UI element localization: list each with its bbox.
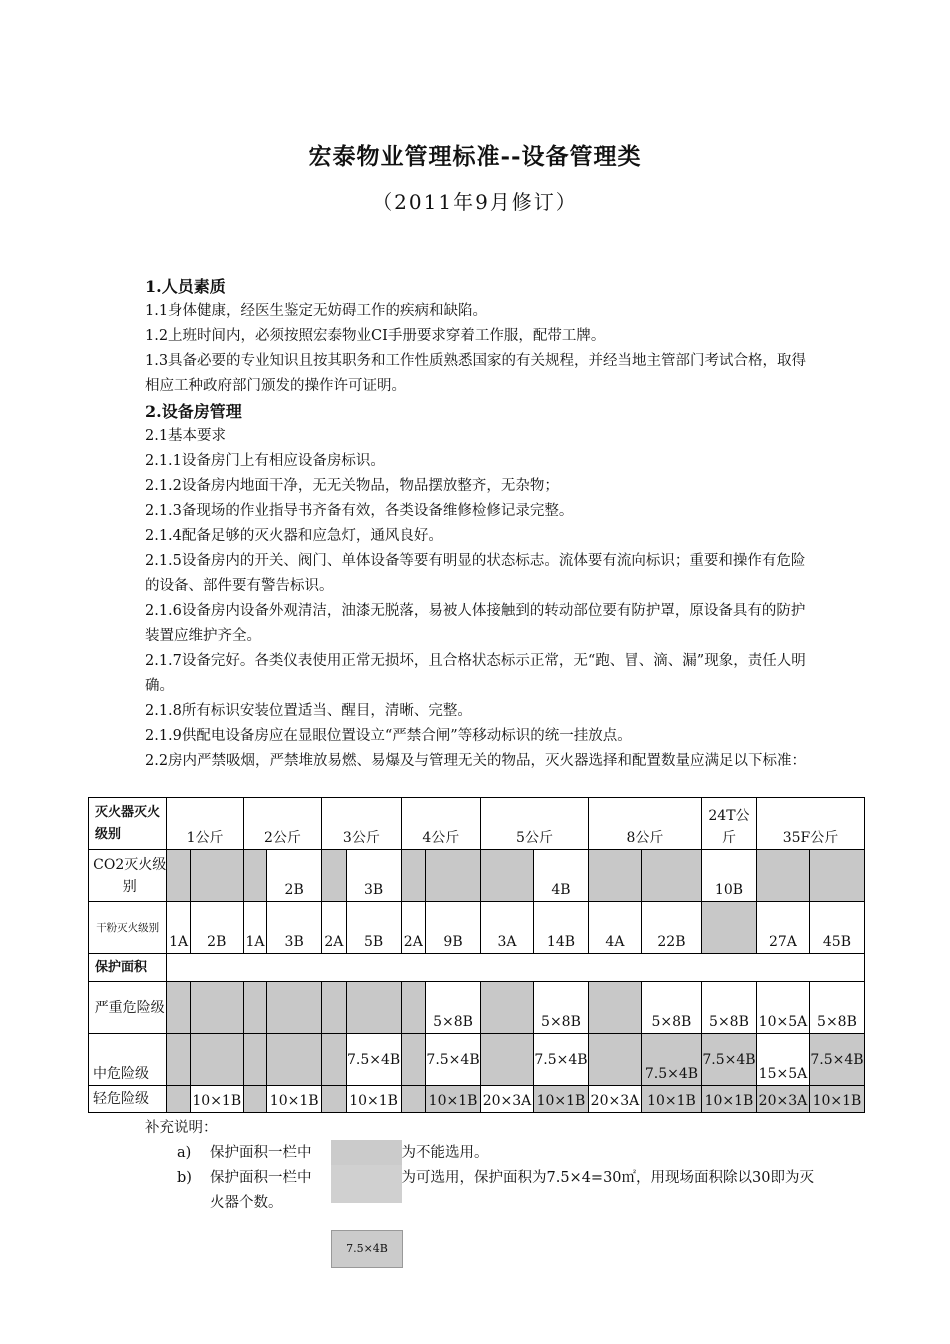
- light-label: 轻危险级: [89, 1086, 167, 1113]
- table-cell: 10×1B: [641, 1086, 701, 1113]
- clause-2-1-8: 2.1.8所有标识安装位置适当、醒目，清晰、完整。: [145, 703, 472, 719]
- table-cell: 5×8B: [701, 982, 756, 1034]
- weight-cell: 8公斤: [588, 798, 701, 850]
- co2-row: [89, 850, 865, 902]
- note-a: [145, 1141, 825, 1166]
- section-1-heading: 1.人员素质: [145, 277, 226, 296]
- table-cell: 2B: [190, 902, 243, 954]
- table-cell: [167, 850, 190, 902]
- clause-2-1-4: 2.1.4配备足够的灭火器和应急灯，通风良好。: [145, 528, 443, 544]
- clause-2-1-2: 2.1.2设备房内地面干净，无无关物品，物品摆放整齐，无杂物；: [145, 478, 559, 494]
- clause-2-1-9: 2.1.9供配电设备房应在显眼位置设立“严禁合闸”等移动标识的统一挂放点。: [145, 728, 632, 744]
- powder-row: [89, 902, 865, 954]
- table-cell: 7.5×4B: [346, 1034, 401, 1086]
- section-2-heading: 2.设备房管理: [145, 402, 242, 421]
- weight-cell: 5公斤: [481, 798, 589, 850]
- note-b-marker: b): [177, 1170, 192, 1186]
- table-cell: 15×5A: [756, 1034, 809, 1086]
- table-cell: 3B: [346, 850, 401, 902]
- document-subtitle: （2011年9月修订）: [372, 190, 578, 214]
- table-cell: 10×1B: [426, 1086, 481, 1113]
- clause-2-1-6: 2.1.6设备房内设备外观清洁，油漆无脱落，易被人体接触到的转动部位要有防护罩，原设备具有的防护装置应维护齐全。: [145, 603, 806, 644]
- note-b: [145, 1166, 825, 1216]
- table-cell: [809, 850, 864, 902]
- table-cell: 2A: [401, 902, 425, 954]
- table-cell: [322, 850, 346, 902]
- table-cell: 14B: [533, 902, 588, 954]
- table-cell: [190, 850, 243, 902]
- document-body: [145, 274, 810, 774]
- powder-label: 干粉灭火级别: [89, 902, 167, 954]
- table-cell: 5×8B: [809, 982, 864, 1034]
- weight-cell: 2公斤: [243, 798, 321, 850]
- table-cell: 5×8B: [641, 982, 701, 1034]
- table-cell: [481, 1034, 534, 1086]
- weight-cell: 35F公斤: [756, 798, 864, 850]
- extinguisher-table: [88, 797, 865, 1113]
- table-cell: [401, 982, 425, 1034]
- table-cell: 4B: [533, 850, 588, 902]
- table-cell: 10×1B: [346, 1086, 401, 1113]
- table-cell: 10×1B: [701, 1086, 756, 1113]
- table-cell: 27A: [756, 902, 809, 954]
- table-cell: 5×8B: [426, 982, 481, 1034]
- table-cell: 5×8B: [533, 982, 588, 1034]
- table-cell: 10×1B: [267, 1086, 322, 1113]
- table-cell: [481, 982, 534, 1034]
- table-cell: 7.5×4B: [426, 1034, 481, 1086]
- clause-2-1-7: 2.1.7设备完好。各类仪表使用正常无损坏，且合格状态标示正常，无“跑、冒、滴、漏”现象，责任人明确。: [145, 653, 806, 694]
- table-cell: 10B: [701, 850, 756, 902]
- clause-1-2: 1.2上班时间内，必须按照宏泰物业CI手册要求穿着工作服，配带工牌。: [145, 328, 606, 344]
- table-cell: 2B: [267, 850, 322, 902]
- table-cell: [401, 1086, 425, 1113]
- medium-row: [89, 1034, 865, 1086]
- table-cell: [190, 982, 243, 1034]
- clause-2-1: 2.1基本要求: [145, 428, 227, 444]
- area-spacer: [167, 954, 865, 982]
- table-cell: [426, 850, 481, 902]
- table-cell: 22B: [641, 902, 701, 954]
- light-row: [89, 1086, 865, 1113]
- table-cell: 7.5×4B: [701, 1034, 756, 1086]
- clause-1-1: 1.1身体健康，经医生鉴定无妨碍工作的疾病和缺陷。: [145, 303, 488, 319]
- table-cell: [243, 982, 266, 1034]
- weight-cell: 3公斤: [322, 798, 401, 850]
- table-cell: [401, 850, 425, 902]
- table-cell: 1A: [167, 902, 190, 954]
- table-cell: 20×3A: [588, 1086, 641, 1113]
- area-label: 保护面积: [89, 954, 167, 982]
- table-cell: [322, 982, 346, 1034]
- note-b-pre: 保护面积一栏中: [210, 1170, 312, 1186]
- table-cell: [167, 1034, 190, 1086]
- table-cell: [701, 902, 756, 954]
- table-cell: [243, 1086, 266, 1113]
- notes-section: [145, 1116, 825, 1216]
- table-cell: 5B: [346, 902, 401, 954]
- clause-2-2: 2.2房内严禁吸烟，严禁堆放易燃、易爆及与管理无关的物品，灭火器选择和配置数量应满足以下标准：: [145, 753, 807, 769]
- table-cell: 4A: [588, 902, 641, 954]
- table-cell: [322, 1034, 346, 1086]
- notes-heading: 补充说明：: [145, 1120, 218, 1136]
- note-a-marker: a): [177, 1145, 192, 1161]
- weight-cell: 1公斤: [167, 798, 243, 850]
- note-b-post: 为可选用，保护面积为7.5×4=30㎡，用现场面积除以30即为灭火器个数。: [210, 1170, 814, 1211]
- table-cell: [588, 850, 641, 902]
- clause-2-1-5: 2.1.5设备房内的开关、阀门、单体设备等要有明显的状态标志。流体要有流向标识；重要和操作有危险的设备、部件要有警告标识。: [145, 553, 806, 594]
- table-cell: 7.5×4B: [641, 1034, 701, 1086]
- document-title: 宏泰物业管理标准--设备管理类: [308, 143, 642, 170]
- clause-1-3: 1.3具备必要的专业知识且按其职务和工作性质熟悉国家的有关规程，并经当地主管部门考试合格，取得相应工种政府部门颁发的操作许可证明。: [145, 353, 807, 394]
- note-a-pre: 保护面积一栏中: [210, 1145, 312, 1161]
- table-cell: 7.5×4B: [533, 1034, 588, 1086]
- table-cell: [167, 1086, 190, 1113]
- table-cell: [401, 1034, 425, 1086]
- note-a-post: 为不能选用。: [401, 1145, 489, 1161]
- severe-row: [89, 982, 865, 1034]
- weight-cell: 4公斤: [401, 798, 480, 850]
- table-cell: 3A: [481, 902, 534, 954]
- table-cell: [267, 1034, 322, 1086]
- table-cell: 1A: [243, 902, 266, 954]
- header-label: 灭火器灭火级别: [89, 798, 167, 850]
- table-cell: [588, 982, 641, 1034]
- clause-2-1-3: 2.1.3备现场的作业指导书齐备有效，各类设备维修检修记录完整。: [145, 503, 574, 519]
- table-cell: 10×1B: [533, 1086, 588, 1113]
- area-header-row: [89, 954, 865, 982]
- table-cell: 10×1B: [809, 1086, 864, 1113]
- table-cell: [756, 850, 809, 902]
- table-cell: 10×5A: [756, 982, 809, 1034]
- medium-label: 中危险级: [89, 1034, 167, 1086]
- co2-label: CO2灭火级别: [89, 850, 167, 902]
- table-cell: 3B: [267, 902, 322, 954]
- gray-swatch-a: [331, 1140, 402, 1165]
- table-cell: [167, 982, 190, 1034]
- table-cell: 45B: [809, 902, 864, 954]
- clause-2-1-1: 2.1.1设备房门上有相应设备房标识。: [145, 453, 385, 469]
- table-cell: 10×1B: [190, 1086, 243, 1113]
- table-cell: [322, 1086, 346, 1113]
- table-cell: [267, 982, 322, 1034]
- table-cell: [588, 1034, 641, 1086]
- table-cell: 2A: [322, 902, 346, 954]
- table-cell: [243, 850, 266, 902]
- severe-label: 严重危险级: [89, 982, 167, 1034]
- table-cell: [641, 850, 701, 902]
- table-cell: 9B: [426, 902, 481, 954]
- table-cell: [243, 1034, 266, 1086]
- gray-swatch-b: [331, 1165, 402, 1203]
- weight-cell: 24T公斤: [701, 798, 756, 850]
- table-cell: 7.5×4B: [809, 1034, 864, 1086]
- table-cell: [190, 1034, 243, 1086]
- table-cell: 20×3A: [756, 1086, 809, 1113]
- table-cell: [481, 850, 534, 902]
- table-cell: [346, 982, 401, 1034]
- sample-cell: 7.5×4B: [331, 1230, 403, 1268]
- table-cell: 20×3A: [481, 1086, 534, 1113]
